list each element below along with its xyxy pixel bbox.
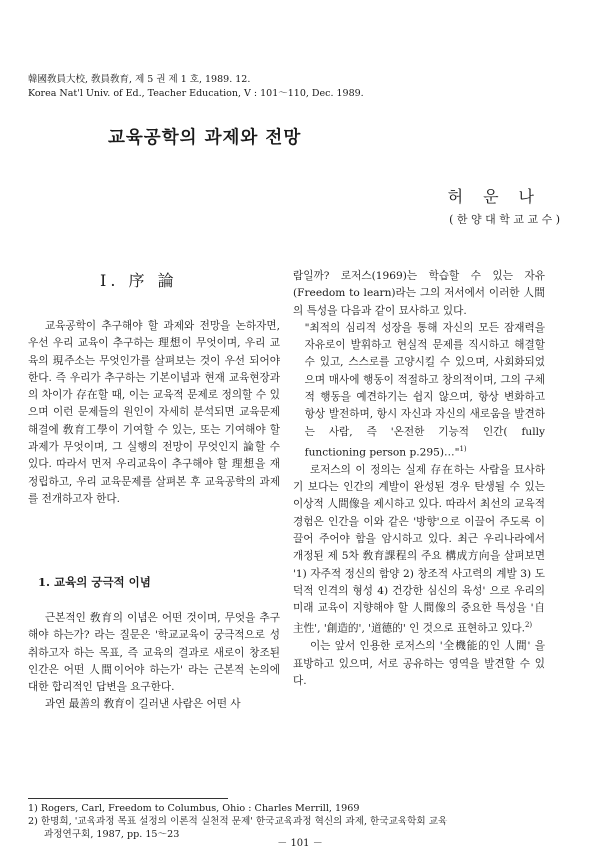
footnote-ref-2[interactable]: 2) — [524, 621, 533, 630]
journal-header-korean: 韓國敎員大校, 敎員敎育, 제 5 권 제 1 호, 1989. 12. — [28, 74, 251, 85]
footnote-1: 1) Rogers, Carl, Freedom to Columbus, Ohio : Charles Merrill, 1969 — [28, 803, 360, 814]
paragraph: 교육공학이 추구해야 할 과제와 전망을 논하자면, 우선 우리 교육이 추구하는 理想이 무엇이며, 우리 교육의 現주소는 무엇인가를 살펴보는 것이 우선 되어야 한다. 즉 우리가 추구하는 기본이념과 현재 교육현장과의 차이가 存在할 때, 이는 교육적 문제로 정의할 수 있으며 이런 문제들의 원인이 자세히 분석되면 교육문제 해결에 敎育工學이 기여할 수 있는, 또는 기여해야 할 과제가 무엇이며, 그 실행의 전망이 무엇인지 論할 수 있다. 따라서 먼저 우리교육이 추구해야 할 理想을 재정립하고, 우리 교육문제를 살펴본 후 교육공학의 과제를 전개하고자 한다. — [28, 320, 280, 505]
paragraph: 과연 最善의 敎育이 길러낸 사람은 어떤 사 — [44, 698, 241, 711]
paragraph — [293, 462, 545, 639]
paragraph-text: 로저스의 이 정의는 실제 存在하는 사람을 묘사하기 보다는 인간의 계발이 완성된 경우 탄생될 수 있는 이상적 人間像을 제시하고 있다. 따라서 최선의 교육적 경험은 인간을 이와 같은 '방향'으로 이끌어 주도록 이끌어 주어야 함을 암시하고 있다. 최근 우리나라에서 개정된 제 5차 敎育課程의 주요 構成方向을 살펴보면 '1) 자주적 정신의 함양 2) 창조적 사고력의 계발 3) 도덕적 인격의 형성 4) 건강한 심신의 육성' 으로 우리의 미래 교육이 지향해야 할 人間像의 중요한 특성을 '自主性', '創造的', '道德的' 인 것으로 표현하고 있다. — [293, 463, 545, 635]
subsection-text — [28, 610, 280, 714]
page-number: － 101 － — [277, 838, 323, 849]
quote-text: "최적의 심리적 성장을 통해 자신의 모든 잠재력을 자유로이 발휘하고 현실적 문제를 직시하고 해결할 수 있고, 스스로를 고양시킬 수 있으며, 사회화되었으며 매사에 행동이 적절하고 창의적이며, 그의 구체적 행동을 예견하기는 쉽지 않으며, 항상 변화하고 항상 발전하며, 항시 자신과 자신의 새로움을 발견하는 사람, 즉 '온전한 기능적 인간( fully functioning person p.295)…" — [304, 321, 545, 459]
subsection-heading: 1. 교육의 궁극적 이념 — [38, 575, 151, 589]
article-title: 교육공학의 과제와 전망 — [108, 128, 302, 148]
footnote-2-continuation: 과정연구회, 1987, pp. 15～23 — [44, 829, 180, 840]
author-name: 허운나 — [447, 187, 554, 206]
block-quote — [293, 320, 545, 462]
introduction-text — [28, 318, 280, 508]
author-affiliation: ( 한 양 대 학 교 교 수 ) — [449, 213, 560, 226]
journal-header-english: Korea Nat'l Univ. of Ed., Teacher Education, V : 101～110, Dec. 1989. — [28, 88, 364, 99]
paragraph: 람일까? 로저스(1969)는 학습할 수 있는 자유(Freedom to learn)라는 그의 저서에서 이러한 人間의 특성을 다음과 같이 묘사하고 있다. — [293, 270, 545, 317]
footnote-2-text: 2) 한명희, '교육과정 목표 설정의 이론적 실천적 문제' 한국교육과정 혁신의 과제, 한국교육학회 교육 — [28, 816, 448, 827]
right-column-text — [293, 268, 545, 690]
section-heading-introduction: I. 序 論 — [100, 271, 178, 290]
paragraph: 이는 앞서 인용한 로저스의 '全機能的인 人間' 을 표방하고 있으며, 서로 공유하는 영역을 발견할 수 있다. — [293, 640, 545, 687]
footnote-ref-1[interactable]: 1) — [459, 444, 467, 453]
paragraph: 근본적인 敎育의 이념은 어떤 것이며, 무엇을 추구해야 하는가? 라는 질문은 '학교교육이 궁극적으로 성취하고자 하는 목표, 즉 교육의 결과로 새로이 창조된 인간은 어떤 人間이어야 하는가' 라는 근본적 논의에 대한 합리적인 답변을 요구한다. — [28, 612, 280, 694]
footnote-divider — [28, 798, 228, 799]
